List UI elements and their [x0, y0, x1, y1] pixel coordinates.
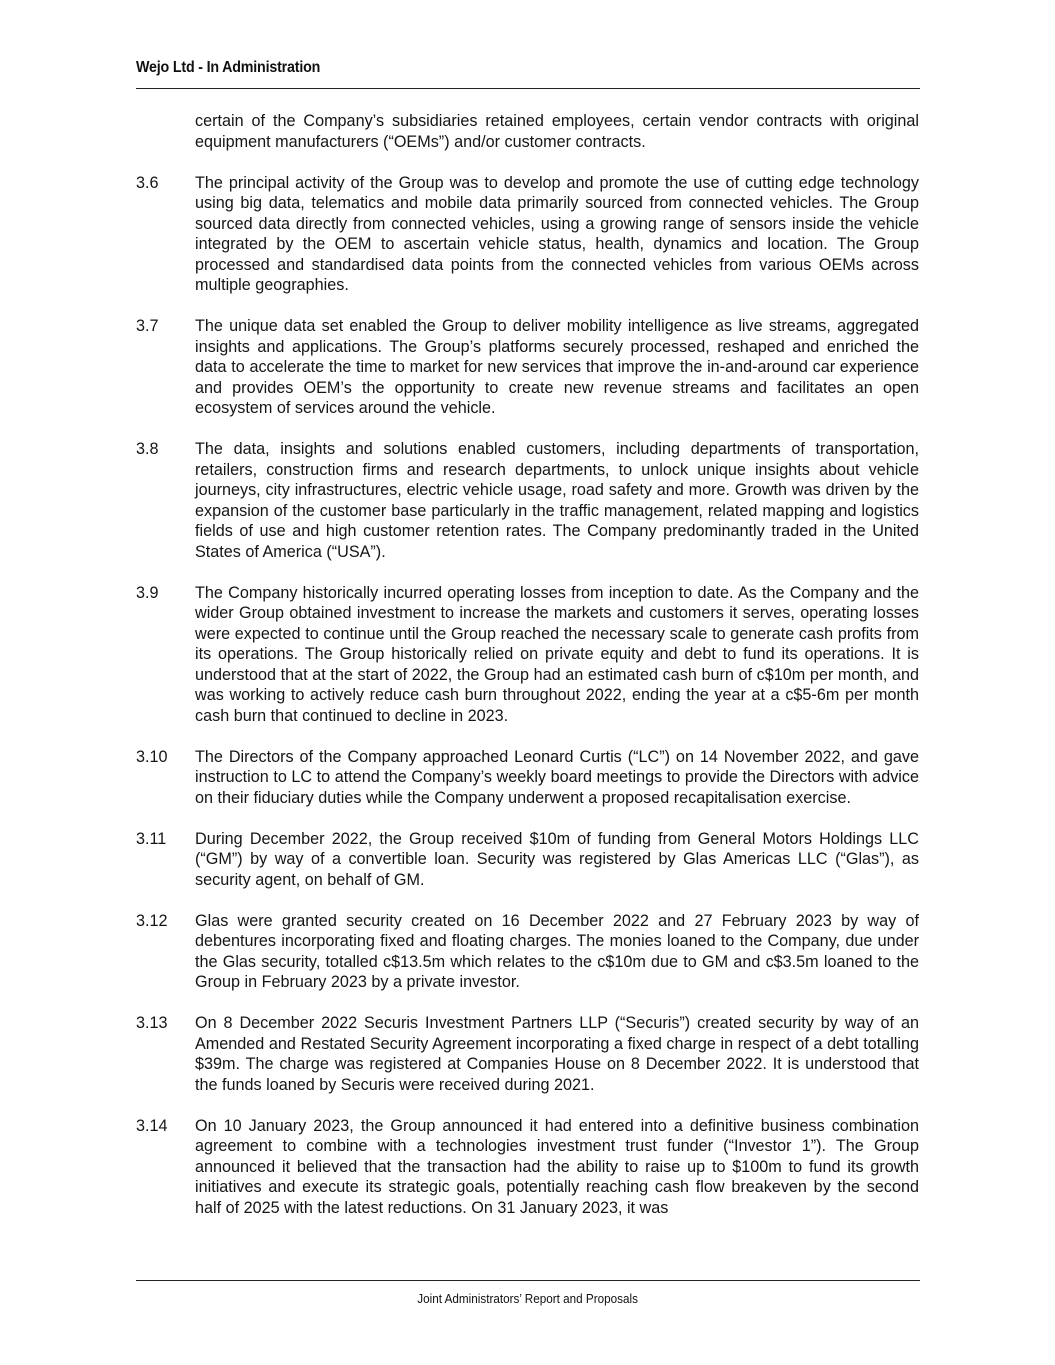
paragraph-number: 3.12 — [136, 911, 168, 930]
paragraph-text: The Company historically incurred operating losses from inception to date. As the Company and the wider Group obtained investment to increase the markets and customers it serves, operating losses were expected to continue until the Group reached the necessary scale to generate cash profits from its operations. The Group historically relied on private equity and debt to fund its operations. It is understood that at the start of 2022, the Group had an estimated cash burn of c$10m per month, and was working to actively reduce cash burn throughout 2022, ending the year at a c$5-6m per month cash burn that continued to decline in 2023. — [195, 583, 919, 725]
paragraph-number: 3.6 — [136, 173, 159, 192]
page-footer — [136, 1280, 920, 1308]
paragraph-3-14 — [136, 1116, 919, 1219]
document-title: Wejo Ltd - In Administration — [136, 59, 321, 76]
paragraph-text: During December 2022, the Group received $10m of funding from General Motors Holdings LLC (“GM”) by way of a convertible loan. Security was registered by Glas Americas LLC (“Glas”), as security agent, on behalf of GM. — [195, 829, 919, 889]
paragraph-3-6 — [136, 173, 919, 296]
paragraph-number: 3.8 — [136, 440, 159, 458]
paragraph-text: On 8 December 2022 Securis Investment Partners LLP (“Securis”) created security by way of an Amended and Restated Security Agreement incorporating a fixed charge in respect of a debt totalling $39m. The charge was registered at Companies House on 8 December 2022. It is understood that the funds loaned by Securis were received during 2021. — [195, 1014, 919, 1094]
paragraph-number: 3.7 — [136, 317, 159, 335]
paragraph-number: 3.14 — [136, 1116, 168, 1135]
paragraph-3-8 — [136, 439, 919, 562]
paragraph-number: 3.11 — [136, 829, 167, 848]
paragraph-text: The unique data set enabled the Group to deliver mobility intelligence as live streams, aggregated insights and applications. The Group’s platforms securely processed, reshaped and enriched the data to accelerate the time to market for new services that improve the in-and-around car experience and provides OEM’s the opportunity to create new revenue streams and facilitates an open ecosystem of services around the vehicle. — [195, 317, 919, 417]
paragraph-text: certain of the Company’s subsidiaries retained employees, certain vendor contracts with original equipment manufacturers (“OEMs”) and/or customer contracts. — [195, 112, 919, 151]
paragraph-number: 3.13 — [136, 1014, 168, 1032]
paragraph-number: 3.10 — [136, 747, 168, 766]
paragraph-3-10 — [136, 747, 919, 809]
report-body — [136, 111, 919, 1239]
paragraph-text: On 10 January 2023, the Group announced it had entered into a definitive business combination agreement to combine with a technologies investment trust funder (“Investor 1”). The Group announced it believed that the transaction had the ability to raise up to $100m to fund its growth initiatives and execute its strategic goals, potentially reaching cash flow breakeven by the second half of 2025 with the latest reductions. On 31 January 2023, it was — [195, 1116, 919, 1217]
paragraph-text: The data, insights and solutions enabled customers, including departments of transportation, retailers, construction firms and research departments, to unlock unique insights about vehicle journeys, city infrastructures, electric vehicle usage, road safety and more. Growth was driven by the expansion of the customer base particularly in the traffic management, related mapping and logistics fields of use and high customer retention rates. The Company predominantly traded in the United States of America (“USA”). — [195, 440, 919, 561]
paragraph-3-12 — [136, 911, 919, 993]
paragraph-continued — [136, 111, 919, 152]
paragraph-number: 3.9 — [136, 583, 159, 602]
paragraph-text: The Directors of the Company approached Leonard Curtis (“LC”) on 14 November 2022, and gave instruction to LC to attend the Company’s weekly board meetings to provide the Directors with advice on their fiduciary duties while the Company underwent a proposed recapitalisation exercise. — [195, 747, 919, 807]
footer-text: Joint Administrators’ Report and Proposals — [417, 1291, 639, 1306]
paragraph-text: Glas were granted security created on 16 December 2022 and 27 February 2023 by way of debentures incorporating fixed and floating charges. The monies loaned to the Company, due under the Glas security, totalled c$13.5m which relates to the c$10m due to GM and c$3.5m loaned to the Group in February 2023 by a private investor. — [195, 911, 919, 991]
page-header — [136, 59, 920, 89]
paragraph-text: The principal activity of the Group was to develop and promote the use of cutting edge technology using big data, telematics and mobile data primarily sourced from connected vehicles. The Group sourced data directly from connected vehicles, using a growing range of sensors inside the vehicle integrated by the OEM to ascertain vehicle status, health, dynamics and location. The Group processed and standardised data points from the connected vehicles from various OEMs across multiple geographies. — [195, 173, 919, 294]
paragraph-3-13 — [136, 1013, 919, 1095]
paragraph-3-11 — [136, 829, 919, 891]
paragraph-3-9 — [136, 583, 919, 727]
paragraph-3-7 — [136, 316, 919, 419]
